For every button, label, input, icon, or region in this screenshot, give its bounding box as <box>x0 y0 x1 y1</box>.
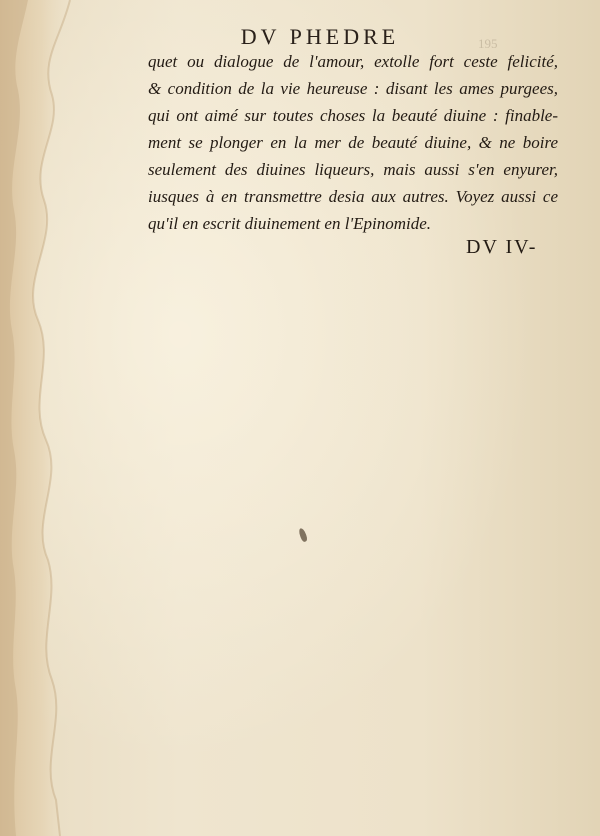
body-line: qui ont aimé sur toutes choses la beauté diuine : finable- <box>148 106 558 125</box>
body-text <box>148 48 558 237</box>
running-head: DV PHEDRE <box>240 24 400 49</box>
body-line: qu'il en escrit diuinement en l'Epinomide. <box>148 214 431 233</box>
torn-left-edge <box>0 0 150 836</box>
show-through-text <box>150 230 550 700</box>
ghost-folio-number: 195 <box>478 36 498 51</box>
body-line: iusques à en transmettre desia aux autres. Voyez aussi ce <box>148 187 558 206</box>
body-line: quet ou dialogue de l'amour, extolle fort ceste felicité, <box>148 52 558 71</box>
body-line: & condition de la vie heureuse : disant les ames purgees, <box>148 79 558 98</box>
catchword: DV IV- <box>466 236 538 258</box>
body-line: ment se plonger en la mer de beauté diuine, & ne boire <box>148 133 558 152</box>
body-line: seulement des diuines liqueurs, mais aussi s'en enyurer, <box>148 160 558 179</box>
